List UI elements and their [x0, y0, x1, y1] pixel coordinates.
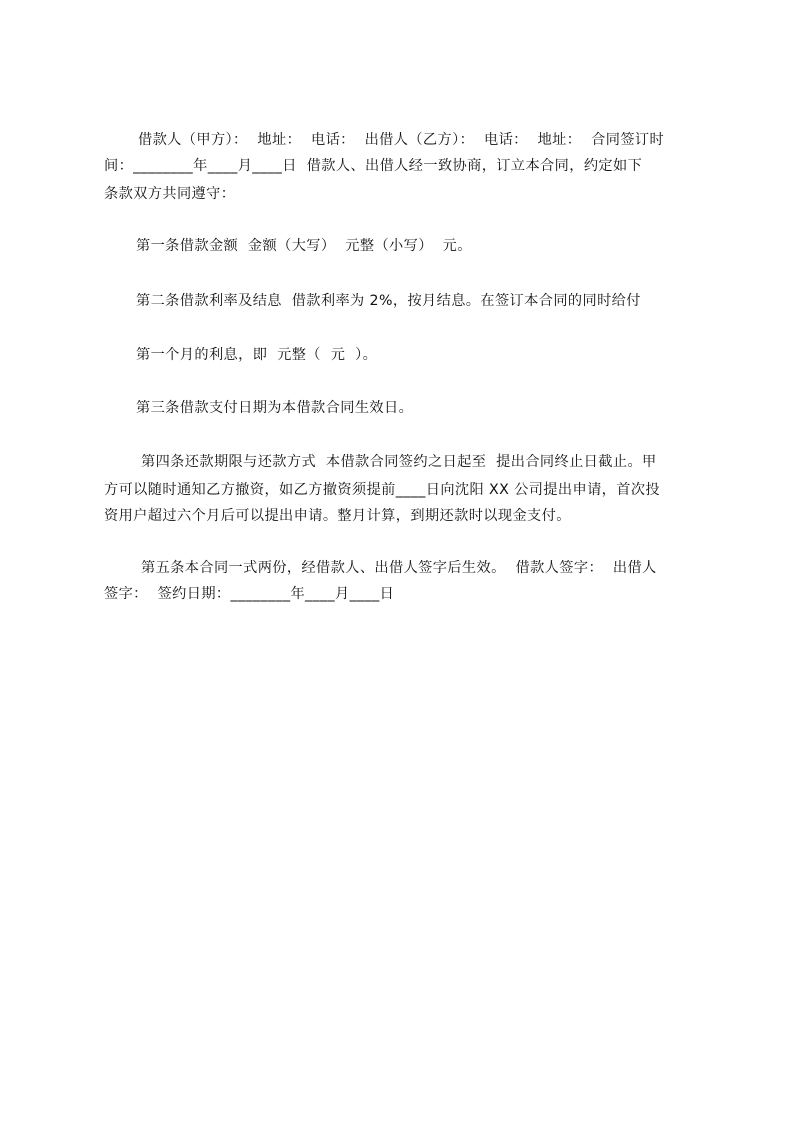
paragraph-1-line-3: 条款双方共同遵守：: [104, 186, 236, 202]
paragraph-1-line-1: 借款人（甲方）： 地址： 电话： 出借人（乙方）： 电话： 地址： 合同签订时: [138, 132, 665, 148]
article-4-line-1: 第四条还款期限与还款方式 本借款合同签约之日起至 提出合同终止日截止。甲: [141, 454, 657, 470]
article-4-line-2: 方可以随时通知乙方撤资，如乙方撤资须提前____日向沈阳 XX 公司提出申请，首次投: [104, 482, 661, 498]
article-5-line-1: 第五条本合同一式两份，经借款人、出借人签字后生效。 借款人签字： 出借人: [141, 560, 657, 576]
article-4-line-3: 资用户超过六个月后可以提出申请。整月计算，到期还款时以现金支付。: [104, 508, 571, 524]
article-3-payment-date: 第三条借款支付日期为本借款合同生效日。: [136, 400, 414, 416]
article-2-first-month-interest: 第一个月的利息，即 元整（ 元 ）。: [136, 347, 378, 363]
article-2-interest: 第二条借款利率及结息 借款利率为 2%，按月结息。在签订本合同的同时给付: [136, 293, 641, 309]
article-5-line-2: 签字： 签约日期：________年____月____日: [104, 586, 395, 602]
article-1-amount: 第一条借款金额 金额（大写） 元整（小写） 元。: [136, 238, 472, 254]
paragraph-1-line-2: 间：________年____月____日 借款人、出借人经一致协商，订立本合同，约定如下: [104, 158, 643, 174]
